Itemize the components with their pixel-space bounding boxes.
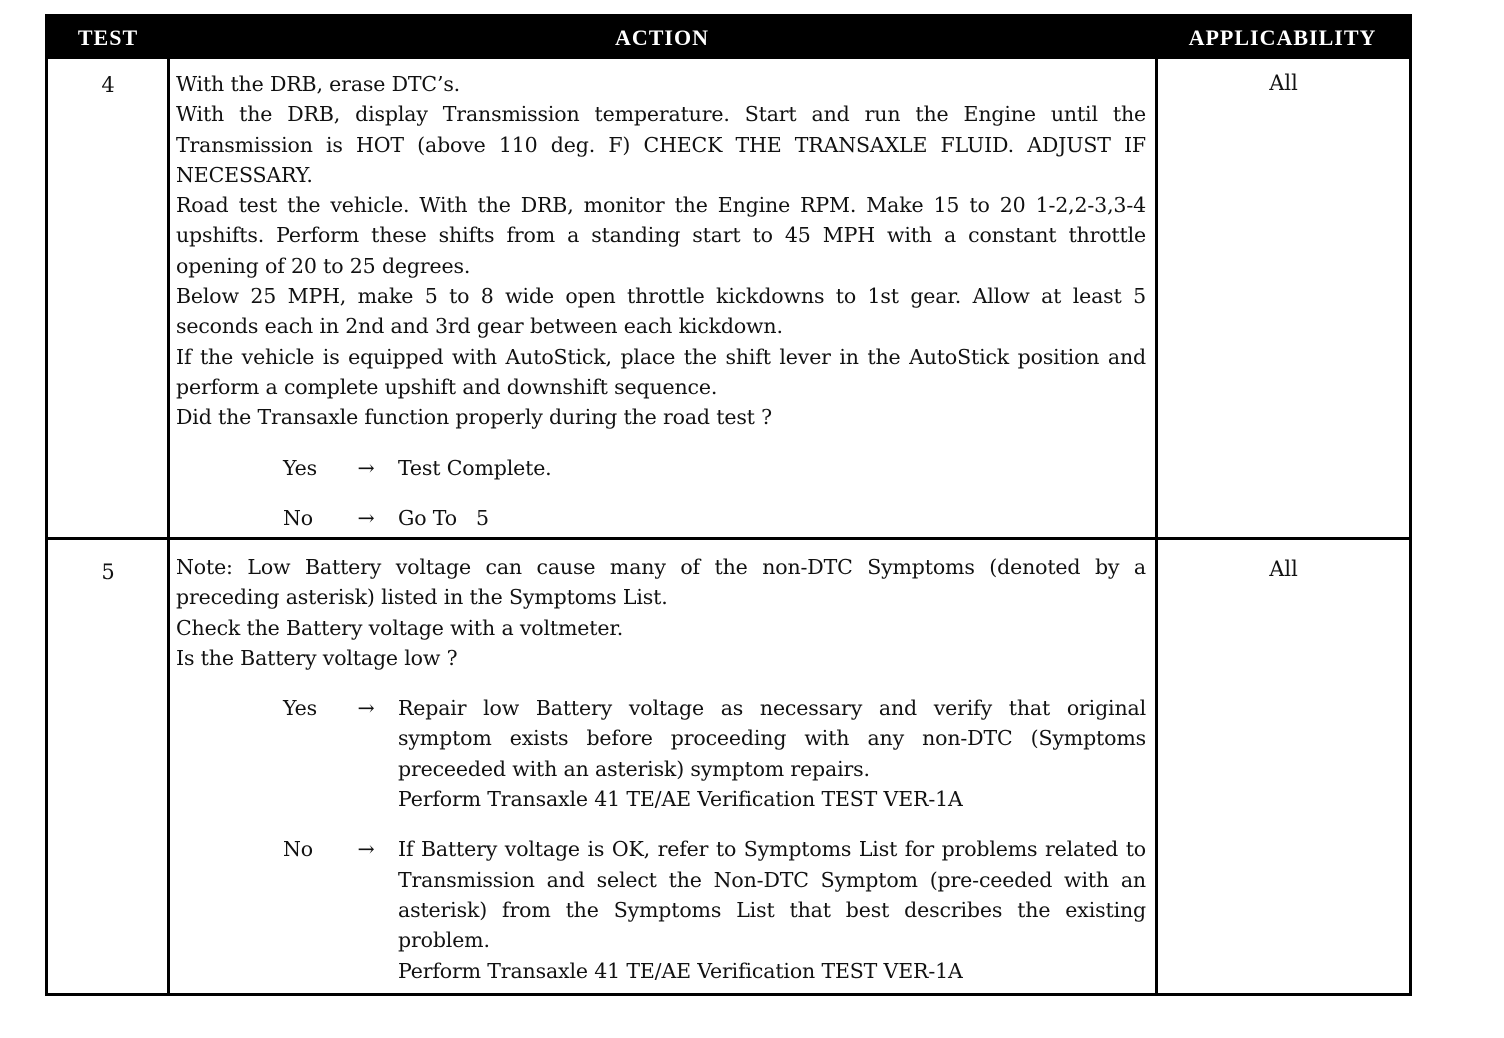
answer-yes-label: Yes (283, 455, 317, 480)
action-note: Note: Low Battery voltage can cause many of the non-DTC Symptoms (denoted by a preceding asterisk) listed in the Symptoms List. (176, 555, 1146, 610)
right-arrow-icon: → (357, 455, 375, 480)
header-test: TEST (77, 25, 139, 50)
applicability-value: All (1269, 71, 1298, 95)
answer-yes-label: Yes (283, 696, 317, 721)
answer-line: Repair low Battery voltage as necessary and verify that original symptom exists before proceeding with any non-DTC (Symptoms preceeded with an asterisk) symptom repairs. (398, 696, 1146, 781)
action-question: Did the Transaxle function properly during the road test ? (176, 405, 772, 430)
answer-yes (176, 693, 1146, 814)
action-question: Is the Battery voltage low ? (176, 645, 458, 670)
answer-line: Go To 5 (398, 505, 489, 530)
answer-no-label: No (283, 505, 313, 530)
answer-line: Test Complete. (398, 455, 552, 480)
action-step: Below 25 MPH, make 5 to 8 wide open throttle kickdowns to 1st gear. Allow at least 5 seconds each in 2nd and 3rd gear between each kickdown. (176, 284, 1146, 339)
answer-no-text (398, 503, 1146, 533)
table-row-test-4 (48, 59, 1409, 537)
action-cell (176, 552, 1146, 986)
header-action: ACTION (614, 25, 709, 50)
test-number: 4 (101, 73, 115, 97)
answer-yes-text (398, 453, 1146, 483)
answer-no (176, 503, 1146, 533)
answer-no (176, 834, 1146, 985)
answer-line: Perform Transaxle 41 TE/AE Verification TEST VER-1A (398, 958, 963, 983)
diagnostic-test-table (45, 14, 1412, 996)
action-step: If the vehicle is equipped with AutoStick, place the shift lever in the AutoStick position and perform a complete upshift and downshift sequence. (176, 344, 1146, 399)
answer-line: If Battery voltage is OK, refer to Symptoms List for problems related to Transmission and select the Non-DTC Symptom (pre-ceeded with an asterisk) from the Symptoms List that best describes the existing problem. (398, 837, 1146, 953)
right-arrow-icon: → (357, 837, 375, 862)
answer-yes (176, 453, 1146, 483)
action-step: With the DRB, erase DTC’s. (176, 72, 461, 96)
action-step: Check the Battery voltage with a voltmeter. (176, 615, 624, 640)
table-row-test-5 (48, 540, 1409, 996)
action-step: Road test the vehicle. With the DRB, monitor the Engine RPM. Make 15 to 20 1-2,2-3,3-4 upshifts. Perform these shifts from a standing start to 45 MPH with a constant throttle opening of 20 to 25 degrees. (176, 193, 1146, 278)
action-step: With the DRB, display Transmission temperature. Start and run the Engine until the Transmission is HOT (above 110 deg. F) CHECK THE TRANSAXLE FLUID. ADJUST IF NECESSARY. (176, 102, 1146, 187)
header-applicability: APPLICABILITY (1188, 25, 1377, 50)
answer-line: Perform Transaxle 41 TE/AE Verification TEST VER-1A (398, 787, 963, 812)
action-cell (176, 69, 1146, 533)
answer-no-label: No (283, 837, 313, 862)
right-arrow-icon: → (357, 505, 375, 530)
right-arrow-icon: → (357, 696, 375, 721)
answer-yes-text (398, 693, 1146, 814)
applicability-value: All (1269, 557, 1298, 581)
table-header-row (48, 17, 1409, 59)
test-number: 5 (101, 560, 115, 584)
answer-no-text (398, 834, 1146, 985)
